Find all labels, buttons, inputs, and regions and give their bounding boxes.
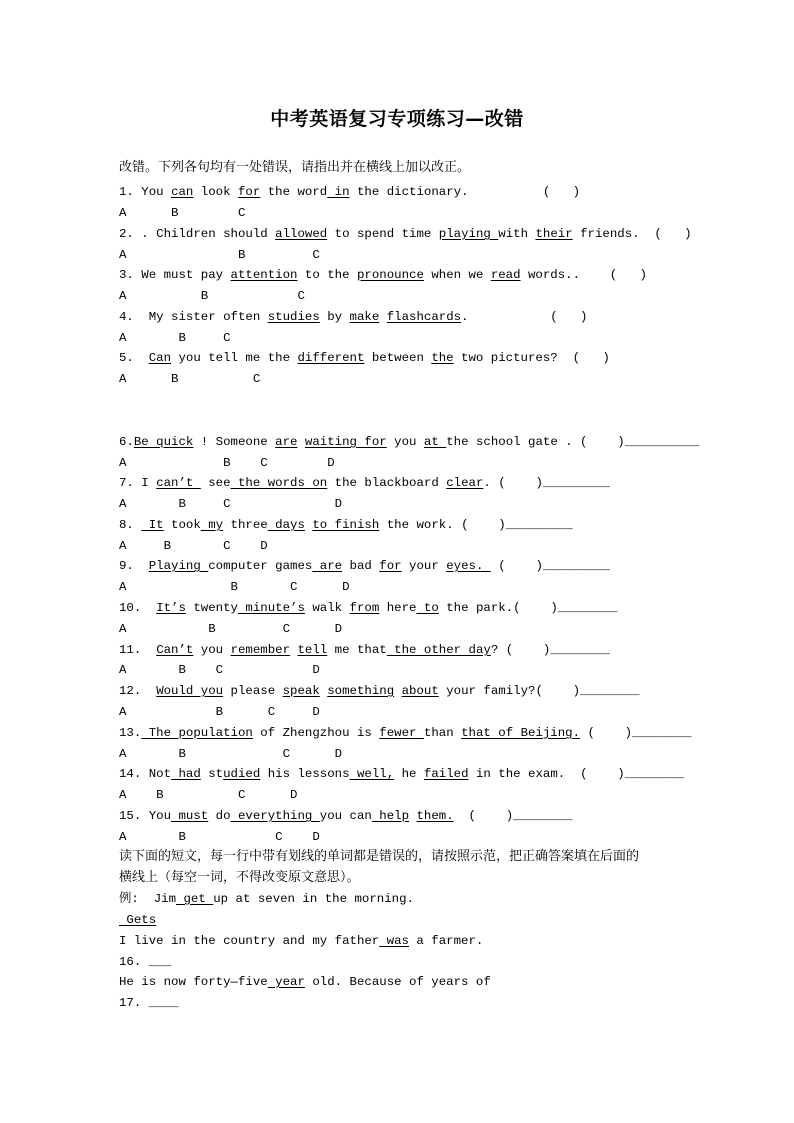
text-segment: I live in the country and my father — [119, 934, 380, 948]
text-segment: A B C D — [119, 663, 320, 677]
text-line — [119, 766, 684, 782]
text-segment: A B C D — [119, 539, 268, 553]
underlined-word: for — [379, 559, 402, 573]
text-segment: ________ — [580, 684, 640, 698]
text-segment: the word — [260, 185, 328, 199]
text-line — [119, 434, 699, 450]
text-segment: A B C D — [119, 705, 320, 719]
text-segment: your — [401, 559, 447, 573]
text-line — [119, 330, 231, 346]
text-segment: 2. . Children should — [119, 227, 276, 241]
underlined-word: eyes. — [446, 559, 491, 573]
underlined-word: everything — [230, 809, 320, 823]
text-line — [119, 309, 587, 325]
text-segment: he — [394, 767, 424, 781]
underlined-word: about — [401, 684, 439, 698]
underlined-word: at — [423, 435, 447, 449]
text-segment: you — [193, 643, 231, 657]
text-segment: computer games — [208, 559, 313, 573]
underlined-word: udied — [223, 767, 261, 781]
text-segment: A B C D — [119, 830, 320, 844]
text-segment: between — [364, 351, 432, 365]
text-line — [119, 933, 483, 949]
text-segment: ________ — [632, 726, 692, 740]
text-segment: 改错。下列各句均有一处错误，请指出并在横线上加以改正。 — [119, 160, 471, 175]
text-segment: A B C D — [119, 622, 343, 636]
text-segment: a farmer. — [409, 934, 484, 948]
text-segment: you — [386, 435, 424, 449]
text-segment: 9. — [119, 559, 149, 573]
underlined-word: Be quick — [133, 435, 194, 449]
text-segment: 10. — [119, 601, 157, 615]
text-line — [119, 621, 342, 637]
underlined-word: something — [327, 684, 395, 698]
text-line — [119, 849, 639, 865]
underlined-word: days — [267, 518, 305, 532]
text-segment: 3. We must pay — [119, 268, 231, 282]
text-segment: A B C — [119, 206, 246, 220]
text-segment: _________ — [542, 476, 610, 490]
text-line — [119, 642, 610, 658]
underlined-word: speak — [282, 684, 320, 698]
text-segment: please — [223, 684, 283, 698]
underlined-word: tell — [297, 643, 328, 657]
underlined-word: Can’t — [156, 643, 194, 657]
text-segment: _________ — [505, 518, 573, 532]
text-line — [119, 995, 179, 1011]
underlined-word: my — [200, 518, 224, 532]
text-segment — [379, 310, 386, 324]
underlined-word: allowed — [275, 227, 328, 241]
text-segment: ( ) — [580, 726, 633, 740]
text-segment: A B C D — [119, 788, 298, 802]
underlined-word: clear — [446, 476, 484, 490]
underlined-word: playing — [438, 227, 499, 241]
text-line — [119, 371, 260, 387]
text-segment: by — [319, 310, 350, 324]
text-segment: the school gate . ( ) — [446, 435, 625, 449]
text-line — [119, 475, 610, 491]
underlined-word: minute’s — [238, 601, 305, 615]
text-segment: look — [193, 185, 238, 199]
text-segment: 5. — [119, 351, 149, 365]
text-segment: words.. ( ) — [520, 268, 647, 282]
text-segment: ( ) — [453, 809, 514, 823]
text-line — [119, 184, 580, 200]
text-segment: you can — [319, 809, 372, 823]
underlined-word: the words on — [230, 476, 328, 490]
text-segment: 读下面的短文，每一行中带有划线的单词都是错误的，请按照示范，把正确答案填在后面的 — [119, 849, 640, 864]
text-segment: ___ — [148, 955, 172, 969]
underlined-word: that of Beijing. — [461, 726, 581, 740]
underlined-word: read — [490, 268, 521, 282]
text-segment: _________ — [542, 559, 610, 573]
page-title: 中考英语复习专项练习—改错 — [270, 108, 524, 130]
text-line — [119, 267, 647, 283]
text-segment: 横线上（每空一词，不得改变原文意思）。 — [119, 870, 360, 885]
text-segment: walk — [304, 601, 350, 615]
text-segment: friends. ( ) — [572, 227, 692, 241]
text-segment: three — [223, 518, 268, 532]
text-segment: ( ) — [490, 559, 543, 573]
text-segment: up at seven in the morning. — [213, 892, 414, 906]
text-line — [119, 829, 320, 845]
text-line — [119, 247, 320, 263]
text-segment: see — [200, 476, 231, 490]
text-segment: 1. You — [119, 185, 172, 199]
text-segment: than — [423, 726, 462, 740]
text-line — [119, 974, 491, 990]
text-segment: 15. You — [119, 809, 172, 823]
text-segment: A B C — [119, 372, 261, 386]
text-segment: 17. — [119, 996, 149, 1010]
underlined-word: the — [431, 351, 454, 365]
text-segment: ____ — [148, 996, 179, 1010]
underlined-word: year — [267, 975, 305, 989]
underlined-word: can — [171, 185, 194, 199]
text-segment: 11. — [119, 643, 157, 657]
text-line — [119, 662, 320, 678]
text-segment: bad — [342, 559, 380, 573]
text-segment: ________ — [550, 643, 610, 657]
text-segment: . ( ) — [483, 476, 543, 490]
underlined-word: waiting for — [304, 435, 387, 449]
underlined-word: different — [297, 351, 365, 365]
text-line — [119, 704, 320, 720]
text-line — [119, 205, 245, 221]
text-segment — [290, 643, 297, 657]
text-line — [119, 912, 156, 928]
text-segment: you tell me the — [171, 351, 298, 365]
underlined-word: must — [171, 809, 209, 823]
text-line — [119, 787, 297, 803]
underlined-word: fewer — [379, 726, 424, 740]
text-segment — [297, 435, 304, 449]
underlined-word: for — [238, 185, 261, 199]
text-segment: ! Someone — [193, 435, 276, 449]
underlined-word: It’s — [156, 601, 186, 615]
text-segment: A B C D — [119, 580, 350, 594]
text-segment: 6. — [119, 435, 134, 449]
text-line — [119, 538, 268, 554]
text-segment: . ( ) — [461, 310, 588, 324]
text-segment: 14. Not — [119, 767, 172, 781]
text-line — [119, 496, 342, 512]
underlined-word: failed — [423, 767, 469, 781]
text-segment: ? ( ) — [490, 643, 551, 657]
text-segment: two pictures? ( ) — [453, 351, 610, 365]
underlined-word: make — [349, 310, 380, 324]
underlined-word: attention — [230, 268, 298, 282]
text-segment: A B C D — [119, 456, 335, 470]
text-segment: A B C — [119, 248, 320, 262]
text-segment: 7. I — [119, 476, 157, 490]
underlined-word: Playing — [148, 559, 209, 573]
text-line — [119, 808, 573, 824]
text-line — [119, 891, 414, 907]
text-segment: your family?( ) — [438, 684, 581, 698]
text-segment: the work. ( ) — [379, 518, 506, 532]
underlined-word: help — [371, 809, 410, 823]
text-line — [119, 725, 692, 741]
underlined-word: The population — [141, 726, 253, 740]
text-segment: ________ — [513, 809, 573, 823]
text-segment: here — [379, 601, 417, 615]
underlined-word: Can — [148, 351, 172, 365]
text-segment: ________ — [624, 767, 685, 781]
underlined-word: to finish — [312, 518, 380, 532]
underlined-word: had — [171, 767, 201, 781]
text-segment: his lessons — [260, 767, 350, 781]
text-line — [119, 558, 610, 574]
text-segment: 8. — [119, 518, 142, 532]
text-segment: st — [200, 767, 224, 781]
text-segment: A B C D — [119, 747, 343, 761]
underlined-word: in — [327, 185, 350, 199]
text-line — [119, 160, 470, 176]
text-segment: twenty — [185, 601, 238, 615]
text-segment: A B C — [119, 289, 305, 303]
underlined-word: well, — [349, 767, 395, 781]
underlined-word: flashcards — [386, 310, 462, 324]
text-segment: A B C — [119, 331, 231, 345]
text-segment: when we — [423, 268, 491, 282]
underlined-word: Would you — [156, 684, 224, 698]
text-line — [119, 579, 350, 595]
text-line — [119, 288, 305, 304]
underlined-word: was — [379, 934, 409, 948]
text-segment: 13. — [119, 726, 142, 740]
text-segment: ________ — [557, 601, 618, 615]
underlined-word: are — [312, 559, 343, 573]
text-segment: me that — [327, 643, 387, 657]
underlined-word: studies — [267, 310, 320, 324]
text-line — [119, 455, 335, 471]
text-segment: __________ — [624, 435, 700, 449]
text-segment: old. Because of years of — [304, 975, 491, 989]
underlined-word: them. — [416, 809, 454, 823]
text-segment: the park.( ) — [438, 601, 558, 615]
text-segment: He is now forty—five — [119, 975, 268, 989]
text-line — [119, 226, 692, 242]
text-segment: took — [163, 518, 201, 532]
text-line — [119, 350, 610, 366]
text-line — [119, 683, 640, 699]
underlined-word: Gets — [119, 913, 157, 927]
text-segment: in the exam. ( ) — [468, 767, 625, 781]
underlined-word: to — [416, 601, 439, 615]
underlined-word: from — [349, 601, 380, 615]
text-segment: A B C D — [119, 497, 343, 511]
underlined-word: are — [275, 435, 298, 449]
underlined-word: remember — [230, 643, 291, 657]
underlined-word: It — [141, 518, 164, 532]
text-segment: to spend time — [327, 227, 439, 241]
text-segment: of Zhengzhou is — [252, 726, 380, 740]
underlined-word: their — [535, 227, 573, 241]
underlined-word: get — [176, 892, 214, 906]
text-segment: to the — [297, 268, 357, 282]
text-line — [119, 954, 171, 970]
text-segment: 12. — [119, 684, 157, 698]
text-segment: 16. — [119, 955, 149, 969]
text-line — [119, 600, 617, 616]
text-line — [119, 870, 360, 886]
underlined-word: the other day — [386, 643, 491, 657]
text-segment: do — [208, 809, 231, 823]
text-segment: the dictionary. ( ) — [349, 185, 581, 199]
text-line — [119, 517, 573, 533]
underlined-word: can’t — [156, 476, 201, 490]
underlined-word: pronounce — [356, 268, 424, 282]
text-segment — [394, 684, 401, 698]
text-line — [119, 746, 342, 762]
text-segment: with — [498, 227, 536, 241]
text-segment: 4. My sister often — [119, 310, 268, 324]
text-segment: 例: Jim — [119, 892, 177, 906]
text-segment: the blackboard — [327, 476, 447, 490]
